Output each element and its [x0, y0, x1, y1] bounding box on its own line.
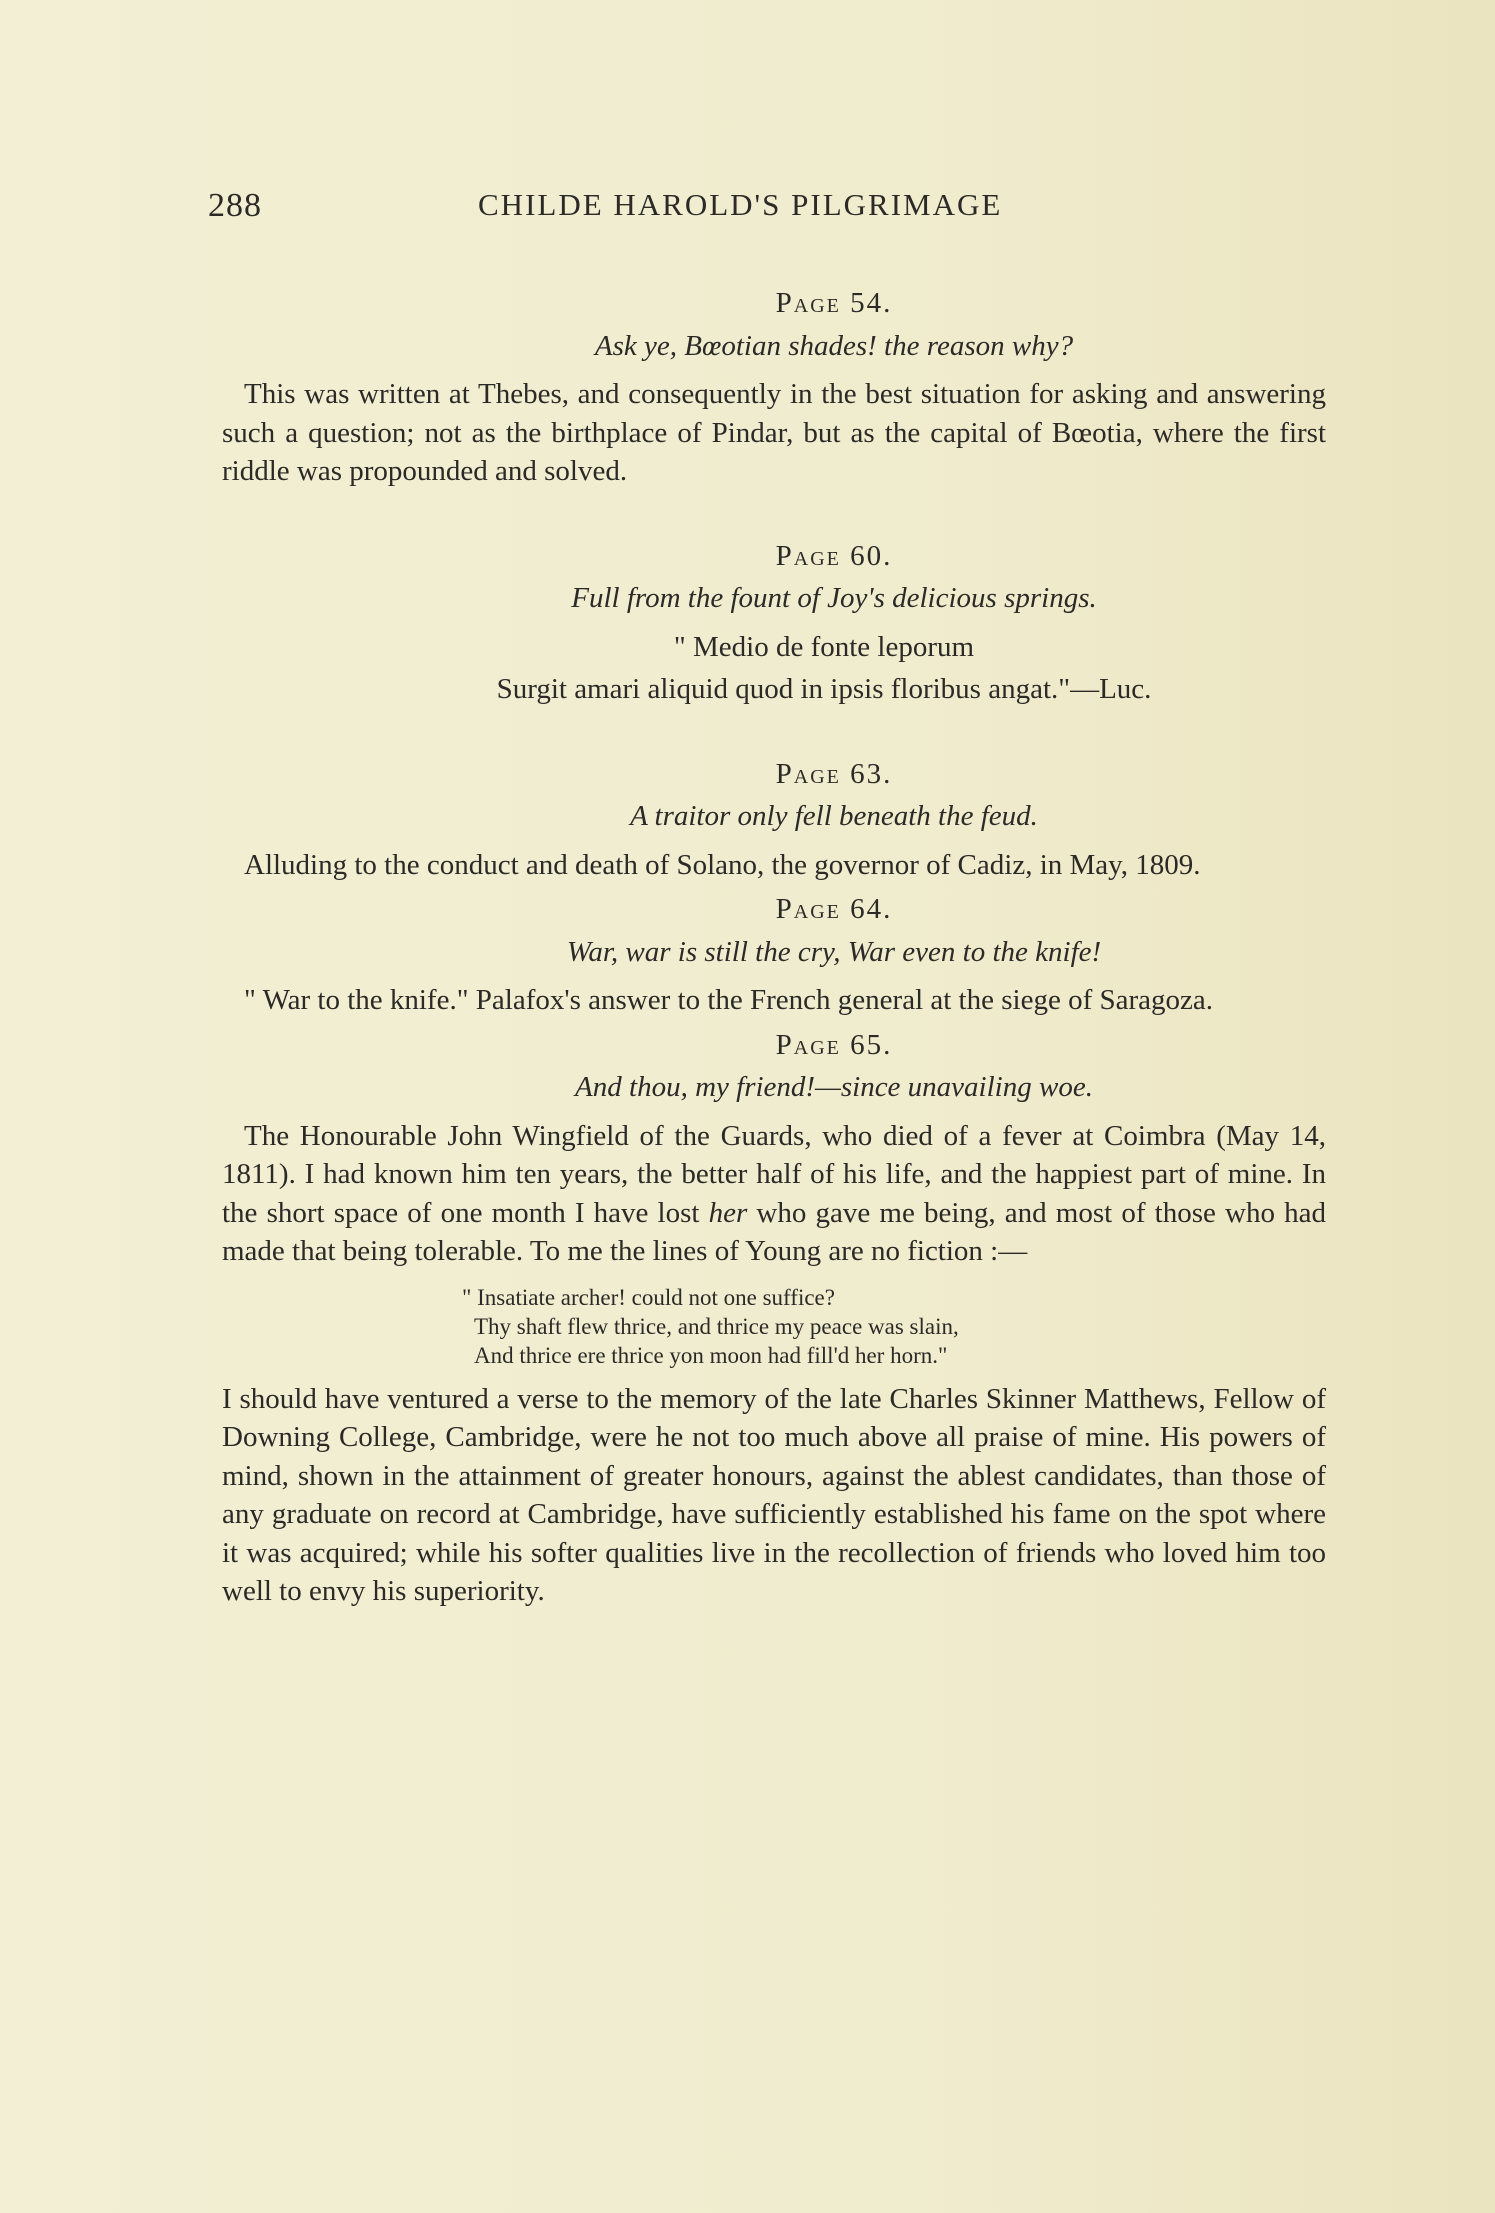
notes-body	[222, 284, 1326, 1611]
note-quote: Ask ye, Bœotian shades! the reason why?	[594, 329, 1074, 362]
section-spacer	[222, 709, 1326, 755]
note-paragraph: This was written at Thebes, and consequently in the best situation for asking and answering such a question; not as the birthplace of Pindar, but as the capital of Bœotia, where the first riddle was propounded and solved.	[222, 378, 1326, 487]
poem-quotation	[462, 1283, 1326, 1370]
note-quote: Full from the fount of Joy's delicious springs.	[571, 582, 1097, 614]
page-number: 288	[208, 187, 262, 224]
poem-line: " Insatiate archer! could not one suffice?	[462, 1284, 835, 1310]
section-spacer	[222, 491, 1326, 537]
note-paragraph: Alluding to the conduct and death of Solano, the governor of Cadiz, in May, 1809.	[244, 848, 1201, 881]
note-heading: Page 54.	[775, 287, 893, 319]
note-section	[222, 755, 1326, 885]
note-section	[222, 537, 1326, 709]
poem-line: And thrice ere thrice yon moon had fill'd her horn."	[474, 1342, 948, 1368]
note-paragraph: " War to the knife." Palafox's answer to the French general at the siege of Saragoza.	[244, 984, 1213, 1016]
latin-quote-line: Surgit amari aliquid quod in ipsis floribus angat."—Luc.	[496, 673, 1152, 705]
note-quote: War, war is still the cry, War even to the knife!	[566, 935, 1102, 968]
note-section	[222, 890, 1326, 1020]
note-heading: Page 64.	[775, 893, 893, 925]
latin-quote-line: " Medio de fonte leporum	[673, 630, 975, 663]
note-quote: And thou, my friend!—since unavailing woe.	[575, 1071, 1093, 1103]
poem-line: Thy shaft flew thrice, and thrice my peace was slain,	[474, 1313, 959, 1339]
note-heading: Page 60.	[775, 539, 893, 572]
running-title: CHILDE HAROLD'S PILGRIMAGE	[478, 187, 1003, 222]
note-heading: Page 63.	[775, 757, 893, 790]
note-section	[222, 1026, 1326, 1611]
emphasized-word: her	[708, 1196, 748, 1229]
note-heading: Page 65.	[775, 1028, 893, 1061]
note-quote: A traitor only fell beneath the feud.	[630, 800, 1038, 832]
note-section	[222, 284, 1326, 491]
paragraph-text: who gave me being, and most of those who had made that being tolerable. To me the lines of Young are no fiction :—	[222, 1196, 1326, 1267]
note-paragraph: I should have ventured a verse to the memory of the late Charles Skinner Matthews, Fellow of Downing College, Cambridge, were he not too much above all praise of mine. His powers of mind, shown in the attainment of greater honours, against the ablest candidates, than those of any graduate on record at Cambridge, have sufficiently established his fame on the spot where it was acquired; while his softer qualities live in the recollection of friends who loved him too well to envy his superiority.	[222, 1382, 1326, 1607]
running-header	[208, 187, 1038, 233]
note-paragraph	[222, 1117, 1326, 1271]
paragraph-text: The Honourable John Wingfield of the Guards, who died of a fever at Coimbra (May 14, 1811). I had known him ten years, the better half of his life, and the happiest part of mine. In the short space of one month I have lost	[222, 1119, 1326, 1229]
